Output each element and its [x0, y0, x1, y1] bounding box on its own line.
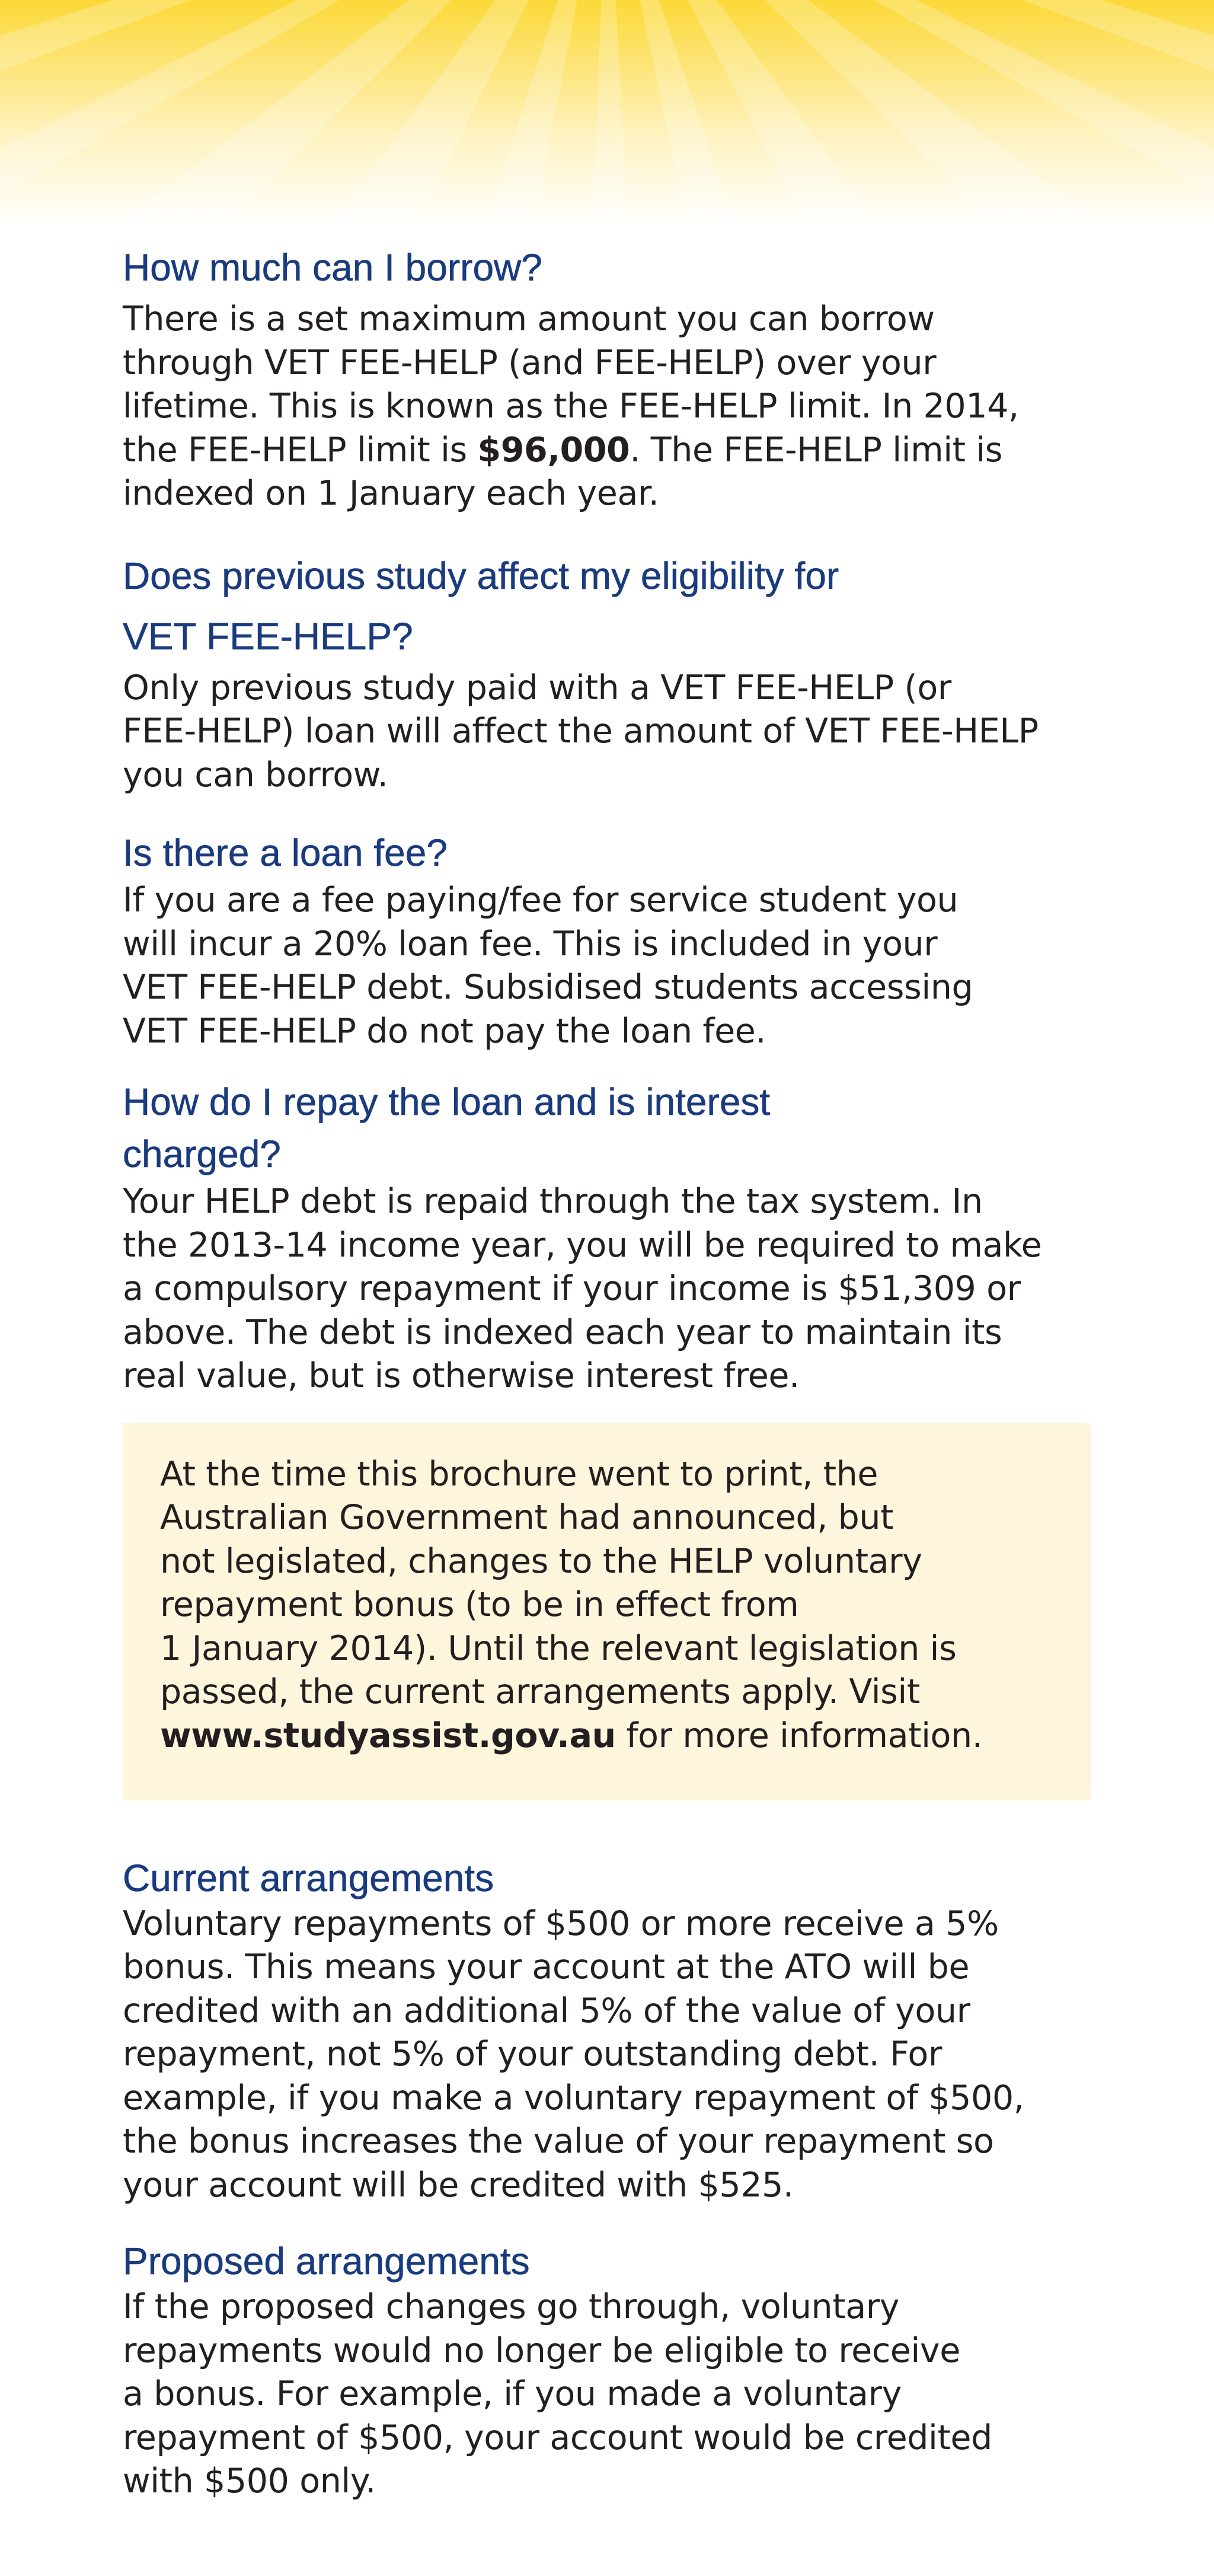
heading-loan-fee: Is there a loan fee?	[123, 831, 448, 874]
text-line: example, if you make a voluntary repayment of $500,	[123, 2078, 1024, 2118]
text-line: indexed on 1 January each year.	[123, 474, 659, 513]
text-run: . The FEE-HELP limit is	[630, 430, 1003, 470]
heading-previous-study	[123, 546, 1095, 667]
text-line: Australian Government had announced, but	[160, 1498, 894, 1537]
section-loan-fee	[123, 827, 1095, 1053]
sunburst-banner	[0, 0, 1214, 225]
para-borrow-limit	[123, 298, 1095, 516]
text-line: VET FEE-HELP do not pay the loan fee.	[123, 1011, 766, 1051]
heading-line: VET FEE-HELP?	[123, 614, 413, 658]
heading-current-arrangements: Current arrangements	[123, 1856, 494, 1899]
text-line: Your HELP debt is repaid through the tax system. In	[123, 1182, 983, 1221]
limit-amount: $96,000	[477, 430, 630, 470]
text-line: will incur a 20% loan fee. This is included in your	[123, 924, 938, 964]
text-line: FEE-HELP) loan will affect the amount of VET FEE-HELP	[123, 712, 1039, 751]
text-line: repayment bonus (to be in effect from	[160, 1585, 799, 1624]
text-line: repayment of $500, your account would be credited	[123, 2418, 992, 2457]
text-line: a compulsory repayment if your income is $51,309 or	[123, 1269, 1021, 1308]
callout-text	[160, 1453, 1091, 1758]
text-line: lifetime. This is known as the FEE-HELP limit. In 2014,	[123, 387, 1019, 426]
text-line: If you are a fee paying/fee for service student you	[123, 881, 959, 920]
para-current-arrangements	[123, 1902, 1095, 2208]
text-line: real value, but is otherwise interest free.	[123, 1356, 800, 1395]
text-line: not legislated, changes to the HELP voluntary	[160, 1541, 922, 1581]
para-loan-fee	[123, 879, 1095, 1053]
text-run: the FEE-HELP limit is	[123, 430, 478, 470]
text-line: 1 January 2014). Until the relevant legislation is	[160, 1628, 957, 1668]
section-borrow-limit	[123, 237, 1095, 516]
text-line: the bonus increases the value of your repayment so	[123, 2122, 994, 2161]
para-previous-study	[123, 667, 1095, 798]
studyassist-link[interactable]: www.studyassist.gov.au	[160, 1716, 616, 1755]
text-line: above. The debt is indexed each year to maintain its	[123, 1312, 1002, 1352]
heading-line: Does previous study affect my eligibility for	[123, 554, 839, 597]
section-previous-study	[123, 546, 1095, 798]
heading-line: charged?	[123, 1133, 281, 1175]
text-line: credited with an additional 5% of the value of your	[123, 1991, 970, 2030]
text-line: passed, the current arrangements apply. Visit	[160, 1672, 920, 1711]
text-run: for more information.	[615, 1716, 983, 1755]
text-line	[160, 1714, 1091, 1758]
text-line: There is a set maximum amount you can borrow	[123, 299, 935, 339]
brochure-content	[123, 237, 1095, 2504]
text-line: Voluntary repayments of $500 or more receive a 5%	[123, 1904, 999, 1943]
text-line: a bonus. For example, if you made a voluntary	[123, 2374, 902, 2414]
para-proposed-arrangements	[123, 2285, 1095, 2504]
text-line	[123, 429, 1095, 473]
sunburst-rays	[0, 0, 1214, 225]
para-repay-loan	[123, 1180, 1095, 1398]
text-line: the 2013-14 income year, you will be required to make	[123, 1225, 1042, 1265]
section-repay-loan	[123, 1076, 1095, 1398]
heading-proposed-arrangements: Proposed arrangements	[123, 2240, 530, 2282]
heading-how-much-borrow: How much can I borrow?	[123, 246, 542, 289]
text-line: you can borrow.	[123, 755, 388, 795]
heading-repay-loan	[123, 1076, 1095, 1180]
text-line: with $500 only.	[123, 2462, 376, 2501]
text-line: through VET FEE-HELP (and FEE-HELP) over your	[123, 343, 937, 382]
section-current-arrangements	[123, 1854, 1095, 2208]
text-line: VET FEE-HELP debt. Subsidised students accessing	[123, 968, 973, 1007]
text-line: repayment, not 5% of your outstanding debt. For	[123, 2035, 942, 2074]
text-line: your account will be credited with $525.	[123, 2165, 794, 2205]
text-line: repayments would no longer be eligible to receive	[123, 2330, 960, 2370]
text-line: At the time this brochure went to print, the	[160, 1454, 878, 1494]
text-line: If the proposed changes go through, voluntary	[123, 2287, 900, 2326]
callout-box	[123, 1423, 1091, 1800]
heading-line: How do I repay the loan and is interest	[123, 1080, 771, 1123]
text-line: Only previous study paid with a VET FEE-HELP (or	[123, 668, 951, 707]
text-line: bonus. This means your account at the ATO will be	[123, 1947, 970, 1987]
section-proposed-arrangements	[123, 2237, 1095, 2504]
